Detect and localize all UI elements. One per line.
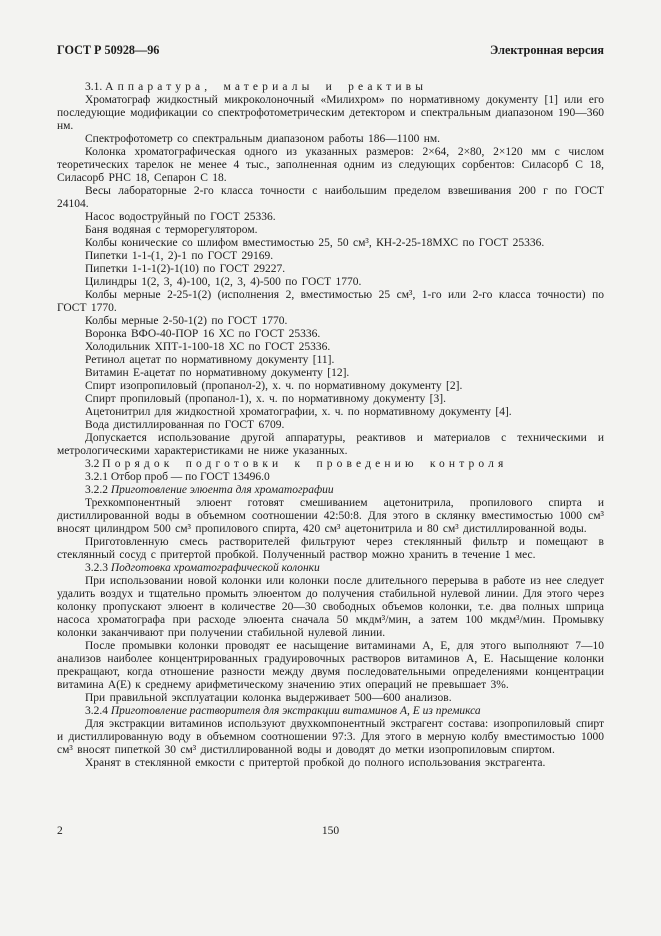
paragraph: Вода дистиллированная по ГОСТ 6709. [85,419,285,431]
paragraph: Спирт пропиловый (пропанол-1), х. ч. по нормативному документу [3]. [85,393,446,405]
clause-number: 3.2 [85,458,103,470]
paragraph: Приготовленную смесь растворителей фильтруют через стеклянный фильтр и помещают в стеклянный сосуд с притертой пробкой. Полученный раствор можно хранить в течение 1 мес. [57,536,604,561]
edition-label: Электронная версия [490,43,604,57]
clause-heading-3-2-3 [57,562,604,575]
paragraph: Пипетки 1-1-1(2)-1(10) по ГОСТ 29227. [85,263,286,275]
paragraph: Пипетки 1-1-(1, 2)-1 по ГОСТ 29169. [85,250,274,262]
paragraph: Колбы конические со шлифом вместимостью 25, 50 см³, КН-2-25-18МХС по ГОСТ 25336. [85,237,545,249]
paragraph: При правильной эксплуатации колонка выдерживает 500—600 анализов. [85,692,452,704]
clause-title: Приготовление элюента для хроматографии [110,484,334,496]
clause-title: Приготовление растворителя для экстракции витаминов А, Е из премикса [110,705,481,717]
clause-number: 3.2.2 [85,484,111,496]
clause-title: Подготовка хроматографической колонки [110,562,320,574]
paragraph: Воронка ВФО-40-ПОР 16 ХС по ГОСТ 25336. [85,328,321,340]
clause-title: Порядок подготовки к проведению контроля [102,458,508,470]
page-number: 2 [57,825,63,837]
paragraph: Допускается использование другой аппаратуры, реактивов и материалов с техническими и метрологическими характеристиками не ниже указанных. [57,432,604,457]
paragraph: Спектрофотометр со спектральным диапазоном работы 186—1100 нм. [85,133,441,145]
paragraph: Холодильник ХПТ-1-100-18 ХС по ГОСТ 25336. [85,341,331,353]
paragraph: Баня водяная с терморегулятором. [85,224,258,236]
clause-heading-3-2-2 [57,484,604,497]
paragraph: Для экстракции витаминов используют двухкомпонентный экстрагент состава: изопропиловый спирт и дистиллированную воду в объемном соотношении 97:3. Для этого в мерную колбу вместимостью 1000 см³ вносят пипеткой 30 см³ дистиллированной воды и доводят до метки изопропиловым спиртом. [57,718,604,756]
clause-heading-3-2-4 [57,705,604,718]
paragraph: Хроматограф жидкостный микроколоночный «Милихром» по нормативному документу [1] или его последующие модификации со спектрофотометрическим детектором и спектральным диапазоном 190—360 нм. [57,94,604,132]
clause-3-2-1 [57,471,604,484]
clause-title: Аппаратура, материалы и реактивы [105,81,428,93]
clause-number: 3.2.3 [85,562,111,574]
doc-number: ГОСТ Р 50928—96 [57,43,160,57]
section-heading-3-1 [57,81,604,94]
paragraph: При использовании новой колонки или колонки после длительного перерыва в работе из нее следует удалить воздух и тщательно промыть элюентом до получения стабильной нулевой линии. Для этого через колонку пропускают элюент в количестве 20—30 свободных объемов колонки, т.е. два полных шприца насоса хроматографа при расходе элюента сначала 50 мкдм³/мин, а затем 100 мкдм³/мин. Промывку колонки заканчивают при получении стабильной нулевой линии. [57,575,604,639]
paragraph: Весы лабораторные 2-го класса точности с наибольшим пределом взвешивания 200 г по ГОСТ 24104. [57,185,604,210]
paragraph: Хранят в стеклянной емкости с притертой пробкой до полного использования экстрагента. [85,757,546,769]
paragraph: Спирт изопропиловый (пропанол-2), х. ч. по нормативному документу [2]. [85,380,463,392]
clause-number: 3.2.1 [85,471,111,483]
paragraph: Ацетонитрил для жидкостной хроматографии, х. ч. по нормативному документу [4]. [85,406,512,418]
page-header [57,43,604,57]
paragraph: После промывки колонки проводят ее насыщение витаминами А, Е, для этого выполняют 7—10 анализов наиболее концентрированных градуировочных растворов витаминов А, Е. Насыщение колонки прекращают, когда отношение разности между двумя последовательными определениями концентрации витамина А(Е) к среднему арифметическому значению этих операций не превышает 3%. [57,640,604,691]
clause-number: 3.1. [85,81,106,93]
document-body [57,81,604,770]
clause-number: 3.2.4 [85,705,111,717]
section-heading-3-2 [57,458,604,471]
paragraph: Витамин Е-ацетат по нормативному документу [12]. [85,367,350,379]
paragraph: Колонка хроматографическая одного из указанных размеров: 2×64, 2×80, 2×120 мм с числом теоретических тарелок не менее 4 тыс., заполненная одним из следующих сорбентов: Силасорб С 18, Силасорб РНС 18, Сепарон С 18. [57,146,604,184]
clause-title: Отбор проб — по ГОСТ 13496.0 [110,471,270,483]
paragraph: Трехкомпонентный элюент готовят смешиванием ацетонитрила, пропилового спирта и дистиллированной воды в объемном соотношении 42:50:8. Для этого в склянку вместимостью 1000 см³ вносят цилиндром 500 см³ пропилового спирта, 420 см³ ацетонитрила и 80 см³ дистиллированной воды. [57,497,604,535]
paragraph: Колбы мерные 2-25-1(2) (исполнения 2, вместимостью 25 см³, 1-го или 2-го класса точности) по ГОСТ 1770. [57,289,604,314]
paragraph: Насос водоструйный по ГОСТ 25336. [85,211,276,223]
paragraph: Колбы мерные 2-50-1(2) по ГОСТ 1770. [85,315,288,327]
paragraph: Ретинол ацетат по нормативному документу [11]. [85,354,335,366]
paragraph: Цилиндры 1(2, 3, 4)-100, 1(2, 3, 4)-500 по ГОСТ 1770. [85,276,362,288]
sheet-number: 150 [321,825,340,837]
